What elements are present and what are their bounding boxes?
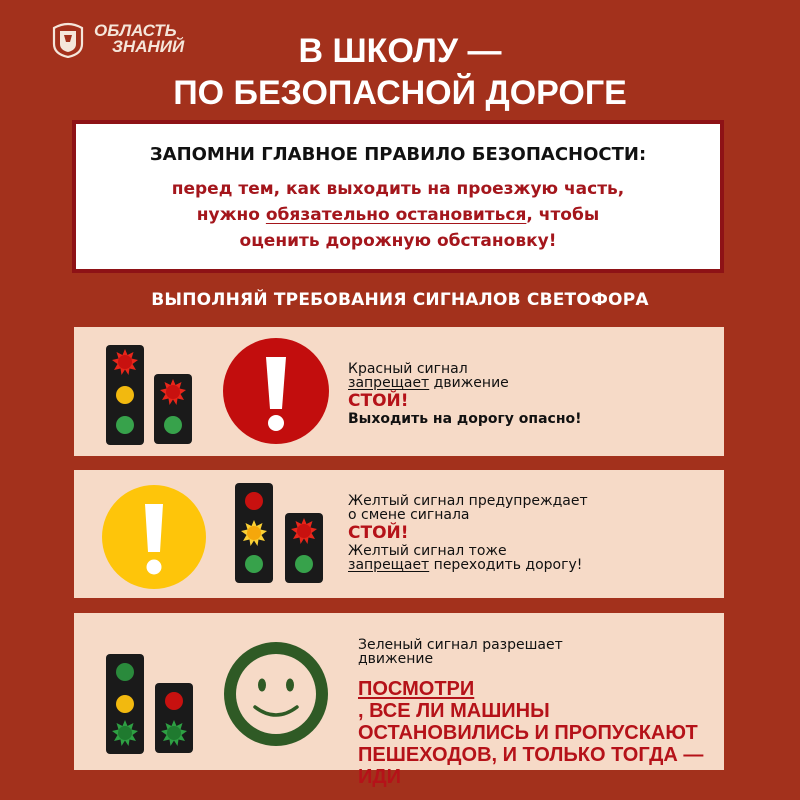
exclamation-icon [101, 484, 207, 590]
red-line-2 [348, 376, 582, 390]
yellow-line-1: Желтый сигнал предупреждает [348, 493, 588, 509]
green-lamp-icon [295, 555, 313, 573]
green-lamp-icon [116, 416, 134, 434]
logo-line-1: ОБЛАСТЬ [94, 21, 177, 40]
red-signal-text [348, 362, 582, 426]
yellow-lamp-icon [116, 695, 134, 713]
yellow-lamp-on-icon [241, 520, 267, 546]
title-line-1: В ШКОЛУ — [298, 32, 502, 70]
green-line-1: Зеленый сигнал разрешает [358, 637, 563, 653]
rule-line-1: перед тем, как выходить на проезжую часть, [171, 179, 625, 199]
red-lamp-icon [245, 492, 263, 510]
rule-body [76, 176, 720, 254]
green-call-line-1 [358, 678, 718, 722]
exclamation-icon [222, 337, 330, 445]
yellow-line-4-post: переходить дорогу! [429, 557, 583, 573]
yellow-stop-call: СТОЙ! [348, 523, 409, 543]
green-call-line-2: ОСТАНОВИЛИСЬ И ПРОПУСКАЮТ [358, 722, 698, 744]
green-lamp-icon [164, 416, 182, 434]
red-lamp-on-icon [291, 518, 317, 544]
rule-line-3: оценить дорожную обстановку! [239, 231, 557, 251]
yellow-line-3: Желтый сигнал тоже [348, 543, 507, 559]
red-lamp-on-icon [160, 379, 186, 405]
yellow-line-4 [348, 558, 588, 572]
section-subtitle: ВЫПОЛНЯЙ ТРЕБОВАНИЯ СИГНАЛОВ СВЕТОФОРА [151, 290, 649, 310]
red-line-1: Красный сигнал [348, 361, 468, 377]
green-top-lamp-icon [116, 663, 134, 681]
green-call-line-4: ИДИ [358, 766, 401, 788]
green-signal-text [358, 638, 563, 666]
traffic-light-pedestrian-red [154, 374, 192, 444]
traffic-light-pedestrian-green [155, 683, 193, 753]
green-look-word: ПОСМОТРИ [358, 678, 475, 700]
page-title [0, 30, 800, 114]
rule-emphasis: обязательно остановиться [265, 205, 527, 225]
smiley-icon [223, 641, 329, 747]
red-lamp-on-icon [112, 349, 138, 375]
green-line-2: движение [358, 651, 434, 667]
green-lamp-icon [245, 555, 263, 573]
red-note: Выходить на дорогу опасно! [348, 411, 582, 427]
rule-line-2 [76, 202, 720, 228]
yellow-signal-text [348, 494, 588, 572]
yellow-lamp-icon [116, 386, 134, 404]
title-line-2: ПО БЕЗОПАСНОЙ ДОРОГЕ [173, 74, 627, 112]
logo-line-2: ЗНАНИЙ [112, 37, 185, 56]
traffic-light-car-yellow [235, 483, 273, 583]
green-call-line-1-post: , ВСЕ ЛИ МАШИНЫ [358, 700, 550, 722]
safety-rule-box [72, 120, 724, 273]
red-prohibits: запрещает [348, 375, 430, 391]
green-look-call [358, 678, 718, 788]
rule-line-2-post: , чтобы [526, 205, 600, 225]
green-lamp-on-icon [112, 720, 138, 746]
green-call-line-3: ПЕШЕХОДОВ, И ТОЛЬКО ТОГДА — [358, 744, 704, 766]
red-line-2-post: движение [429, 375, 509, 391]
traffic-light-car-green [106, 654, 144, 754]
yellow-line-2: о смене сигнала [348, 507, 470, 523]
red-lamp-icon [165, 692, 183, 710]
traffic-light-car-red [106, 345, 144, 445]
traffic-light-pedestrian-yellow [285, 513, 323, 583]
rule-line-2-pre: нужно [196, 205, 266, 225]
green-lamp-on-icon [161, 720, 187, 746]
yellow-prohibits: запрещает [348, 557, 430, 573]
red-stop-call: СТОЙ! [348, 391, 409, 411]
rule-heading: ЗАПОМНИ ГЛАВНОЕ ПРАВИЛО БЕЗОПАСНОСТИ: [149, 144, 647, 165]
